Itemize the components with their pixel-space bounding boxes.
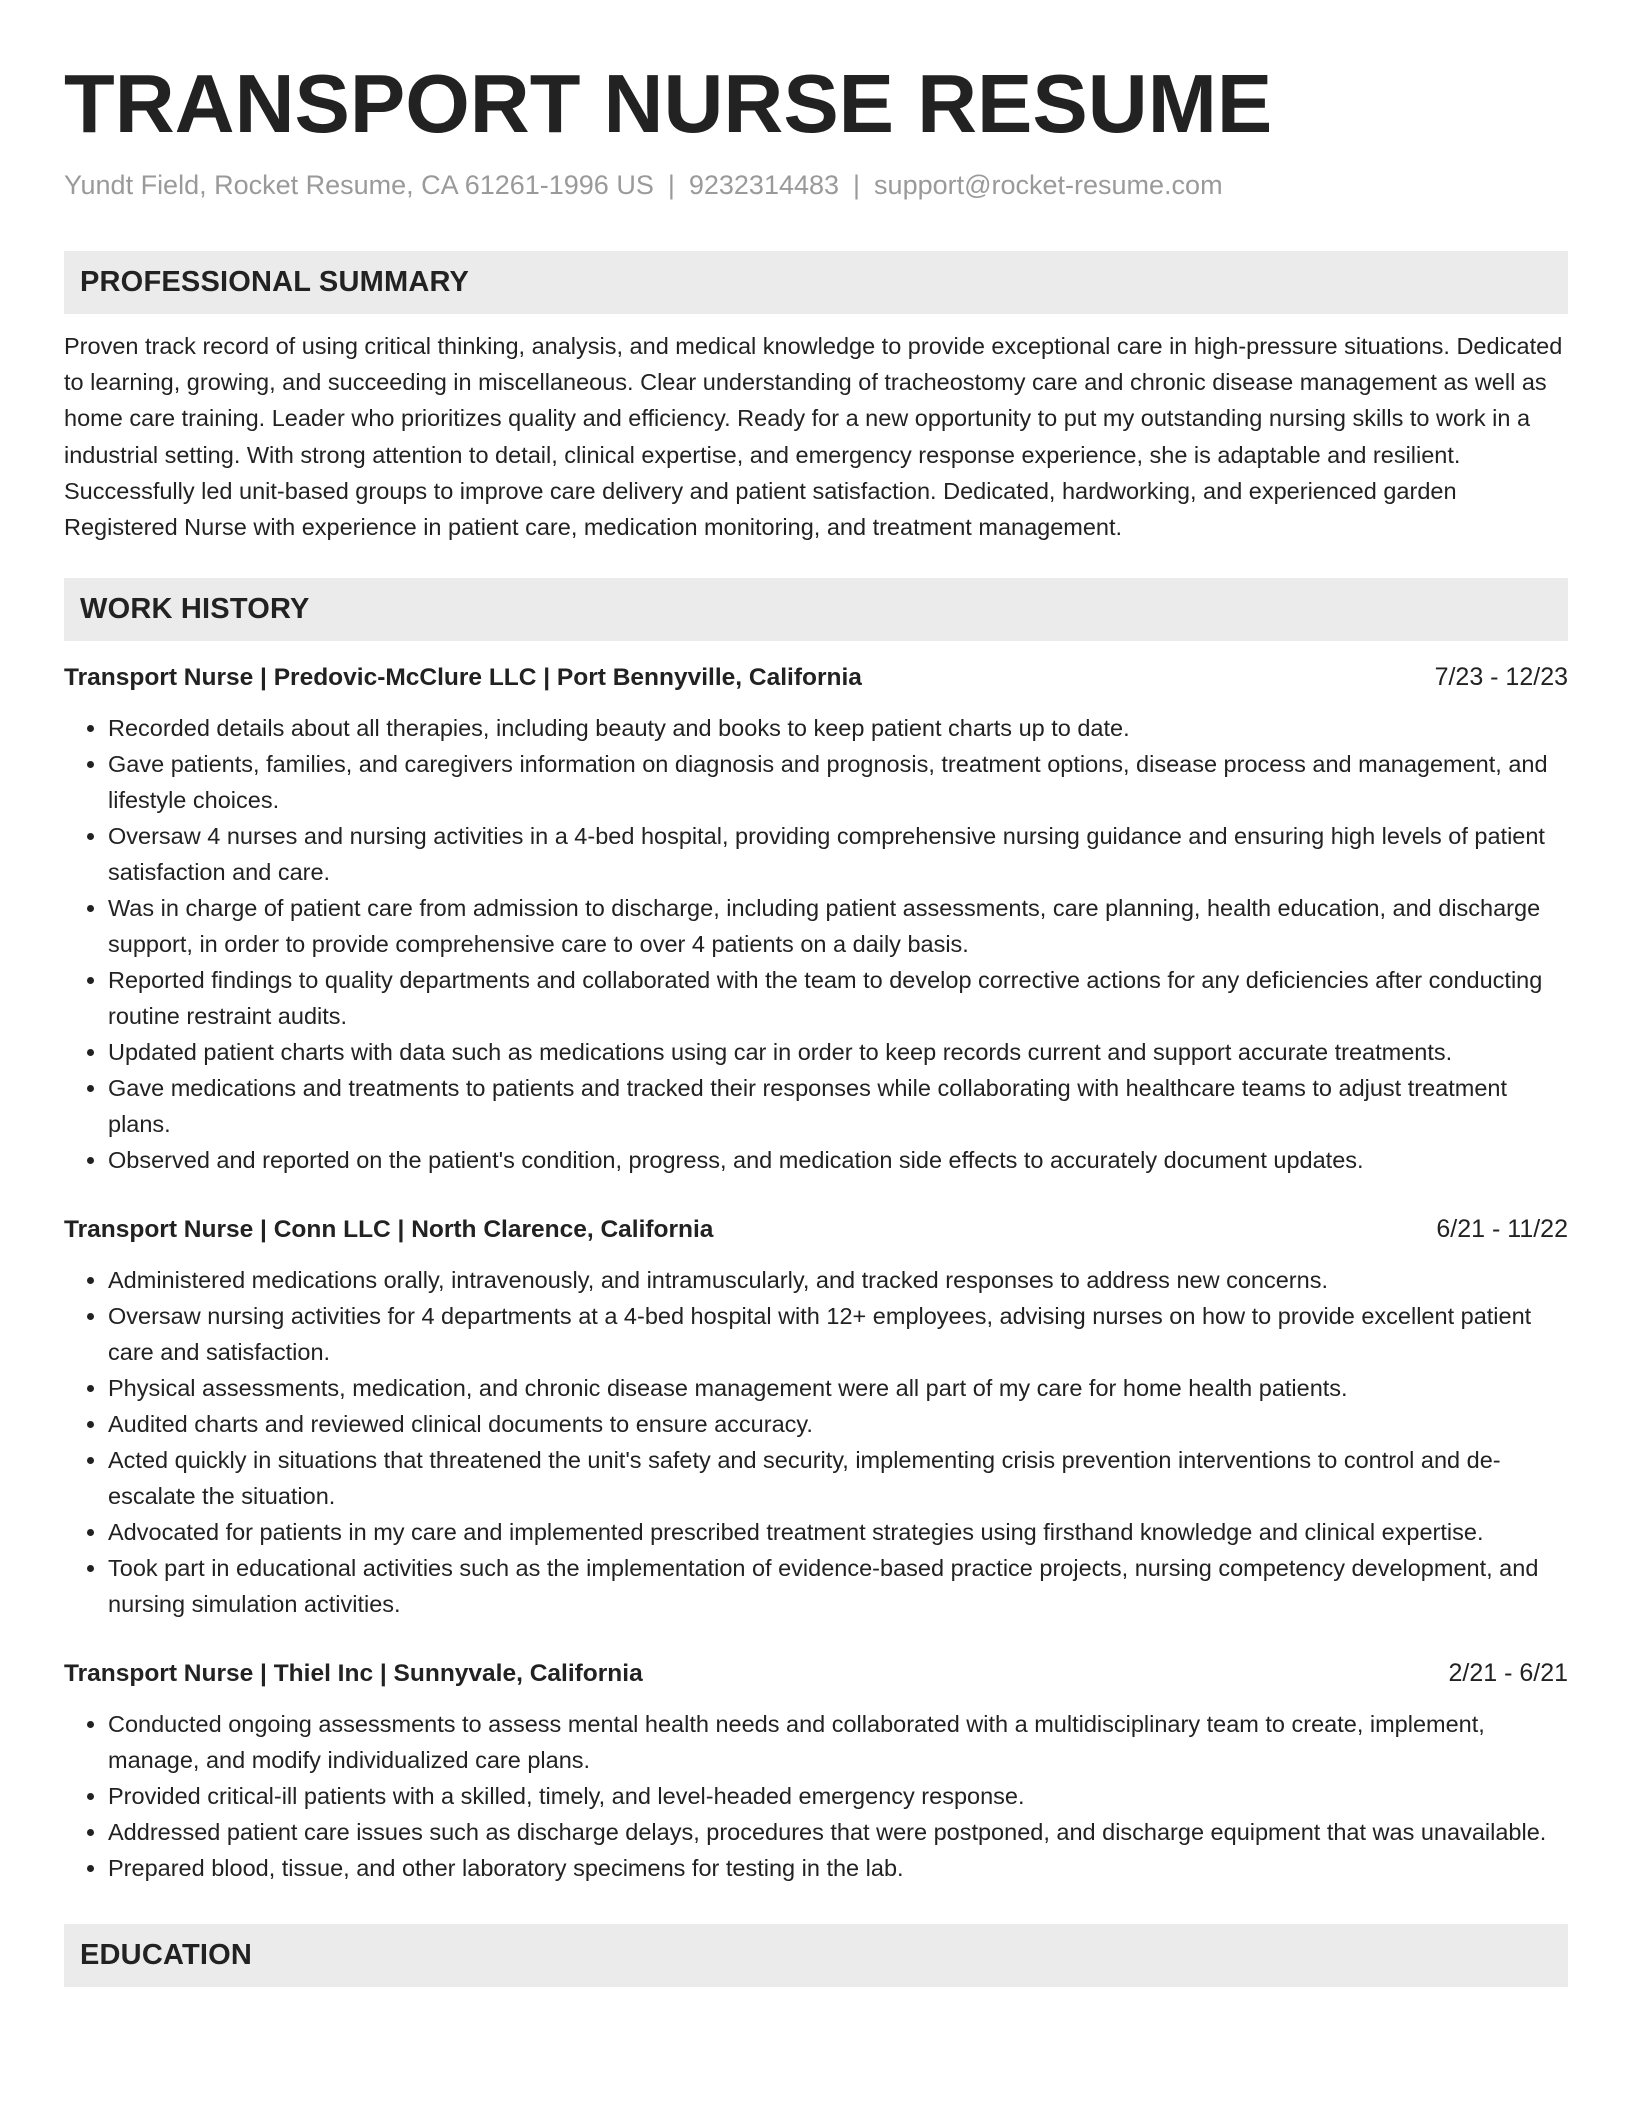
job-bullet-list — [64, 1262, 1568, 1622]
job-bullet-list — [64, 710, 1568, 1178]
job-bullet: • Observed and reported on the patient's condition, progress, and medication side effects to accurately document updates. — [108, 1142, 1568, 1178]
job-bullet: • Advocated for patients in my care and implemented prescribed treatment strategies using firsthand knowledge and clinical expertise. — [108, 1514, 1568, 1550]
job-title: Transport Nurse | Conn LLC | North Clarence, California — [64, 1216, 714, 1244]
job-bullet: • Addressed patient care issues such as discharge delays, procedures that were postponed, and discharge equipment that was unavailable. — [108, 1814, 1568, 1850]
job-bullet: • Oversaw 4 nurses and nursing activities in a 4-bed hospital, providing comprehensive nursing guidance and ensuring high levels of patient satisfaction and care. — [108, 818, 1568, 890]
job-bullet: • Physical assessments, medication, and chronic disease management were all part of my care for home health patients. — [108, 1370, 1568, 1406]
job-bullet: • Was in charge of patient care from admission to discharge, including patient assessments, care planning, health education, and discharge support, in order to provide comprehensive care to over 4 patients on a daily basis. — [108, 890, 1568, 962]
job-bullet: • Provided critical-ill patients with a skilled, timely, and level-headed emergency response. — [108, 1778, 1568, 1814]
job-bullet: • Conducted ongoing assessments to assess mental health needs and collaborated with a multidisciplinary team to create, implement, manage, and modify individualized care plans. — [108, 1706, 1568, 1778]
job-entry — [64, 660, 1568, 1178]
job-title: Transport Nurse | Thiel Inc | Sunnyvale, California — [64, 1660, 643, 1688]
resume-title: TRANSPORT NURSE RESUME — [64, 57, 1273, 150]
job-bullet: • Took part in educational activities such as the implementation of evidence-based practice projects, nursing competency development, and nursing simulation activities. — [108, 1550, 1568, 1622]
section-header-work-history: WORK HISTORY — [64, 578, 1568, 641]
job-dates: 6/21 - 11/22 — [1436, 1215, 1568, 1244]
section-header-summary: PROFESSIONAL SUMMARY — [64, 251, 1568, 314]
job-header — [64, 660, 1568, 695]
job-bullet-list — [64, 1706, 1568, 1886]
job-bullet: • Updated patient charts with data such as medications using car in order to keep records current and support accurate treatments. — [108, 1034, 1568, 1070]
job-bullet: • Gave medications and treatments to patients and tracked their responses while collaborating with healthcare teams to adjust treatment plans. — [108, 1070, 1568, 1142]
job-bullet: • Gave patients, families, and caregivers information on diagnosis and prognosis, treatment options, disease process and management, and lifestyle choices. — [108, 746, 1568, 818]
contact-email: support@rocket-resume.com — [874, 170, 1223, 200]
summary-text: Proven track record of using critical thinking, analysis, and medical knowledge to provide exceptional care in high-pressure situations. Dedicated to learning, growing, and succeeding in miscellaneous. Clear understanding of tracheostomy care and chronic disease management as well as home care training. Leader who prioritizes quality and efficiency. Ready for a new opportunity to put my outstanding nursing skills to work in a industrial setting. With strong attention to detail, clinical expertise, and emergency response experience, she is adaptable and resilient. Successfully led unit-based groups to improve care delivery and patient satisfaction. Dedicated, hardworking, and experienced garden Registered Nurse with experience in patient care, medication monitoring, and treatment management. — [64, 333, 1563, 541]
contact-separator: | — [667, 170, 675, 200]
job-bullet: • Administered medications orally, intravenously, and intramuscularly, and tracked responses to address new concerns. — [108, 1262, 1568, 1298]
contact-line — [64, 168, 1568, 202]
contact-phone: 9232314483 — [688, 170, 840, 200]
job-bullet: • Prepared blood, tissue, and other laboratory specimens for testing in the lab. — [108, 1850, 1568, 1886]
job-header — [64, 1212, 1568, 1247]
contact-address: Yundt Field, Rocket Resume, CA 61261-1996 US — [64, 170, 654, 200]
job-bullet: • Acted quickly in situations that threatened the unit's safety and security, implementing crisis prevention interventions to control and de-escalate the situation. — [108, 1442, 1568, 1514]
job-bullet: • Recorded details about all therapies, including beauty and books to keep patient charts up to date. — [108, 710, 1568, 746]
job-header — [64, 1656, 1568, 1691]
contact-separator: | — [853, 170, 861, 200]
job-bullet: • Audited charts and reviewed clinical documents to ensure accuracy. — [108, 1406, 1568, 1442]
job-bullet: • Reported findings to quality departments and collaborated with the team to develop corrective actions for any deficiencies after conducting routine restraint audits. — [108, 962, 1568, 1034]
job-entry — [64, 1212, 1568, 1622]
job-bullet: • Oversaw nursing activities for 4 departments at a 4-bed hospital with 12+ employees, advising nurses on how to provide excellent patient care and satisfaction. — [108, 1298, 1568, 1370]
job-dates: 7/23 - 12/23 — [1434, 663, 1568, 692]
job-dates: 2/21 - 6/21 — [1448, 1659, 1568, 1688]
job-title: Transport Nurse | Predovic-McClure LLC | Port Bennyville, California — [64, 664, 862, 692]
job-entry — [64, 1656, 1568, 1886]
section-header-education: EDUCATION — [64, 1924, 1568, 1987]
